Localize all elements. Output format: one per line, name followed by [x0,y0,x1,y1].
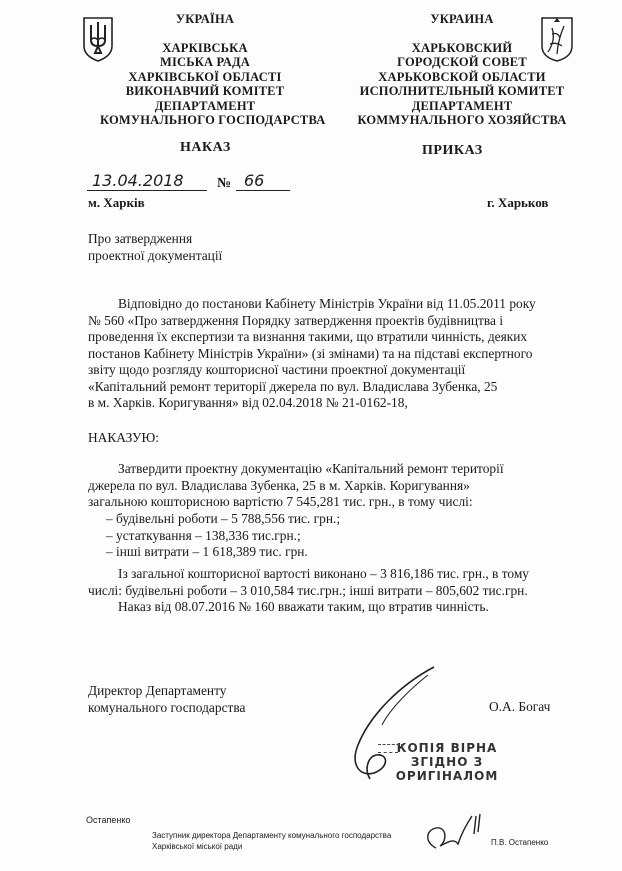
signer-title-line: Директор Департаменту [88,683,227,698]
signer-title [88,683,245,716]
preamble-line: постанов Кабінету Міністрів України» (зі змінами) та на підставі експертного [88,345,533,361]
number-label: № [217,176,232,191]
executor: Остапенко [86,815,131,825]
copy-stamp [392,741,502,783]
city-ua: м. Харків [88,195,145,210]
stamp-line: КОПІЯ ВІРНА [396,741,498,755]
certifier-title [152,830,391,852]
header-ru-line: ИСПОЛНИТЕЛЬНЫЙ КОМИТЕТ [359,84,565,98]
stamp-mark [378,744,404,745]
subject-line: проектної документації [88,247,223,263]
completed-line: числі: будівельні роботи – 3 010,584 тис.грн.; інші витрати – 805,602 тис.грн. [88,582,528,598]
header-ua-line: ВИКОНАВЧИЙ КОМІТЕТ [125,84,285,98]
city-ru: г. Харьков [487,195,549,210]
header-ua-line: МІСЬКА РАДА [159,55,251,69]
approve-line: Затвердити проектну документацію «Капітальний ремонт території [118,461,504,476]
header-ua-country: УКРАЇНА [175,12,235,26]
header-ua-line: КОМУНАЛЬНОГО ГОСПОДАРСТВА [100,113,326,127]
header-ru-country: УКРАИНА [430,12,494,26]
approve-line: загальною кошторисною вартістю 7 545,281 тис. грн., в тому числі: [88,494,473,509]
preamble-line: звіту щодо розгляду кошторисної частини проектної документації [88,362,466,377]
header-ru [352,12,572,128]
preamble-line: в м. Харків. Коригування» від 02.04.2018 № 21-0162-18, [88,395,408,410]
header-ru-line: ХАРЬКОВСКИЙ [411,40,513,55]
signer-title-line: комунального господарства [88,699,246,715]
preamble-line: «Капітальний ремонт території джерела по вул. Владислава Зубенка, 25 [88,378,498,394]
header-ua [100,12,326,128]
header-ru-line: ГОРОДСКОЙ СОВЕТ [397,55,527,69]
preamble-line: Відповідно до постанови Кабінету Міністрів України від 11.05.2011 року [118,296,536,311]
number-underline [236,190,290,191]
preamble-line: № 560 «Про затвердження Порядку затвердження проектів будівництва і [88,312,504,328]
completed-paragraph [88,566,572,616]
header-ua-line: ДЕПАРТАМЕНТ [154,98,256,113]
stamp-mark [378,752,398,753]
certifier-name: П.В. Остапенко [491,838,549,847]
header-ua-line: ХАРКІВСЬКА [162,40,248,55]
doc-type-ru: ПРИКАЗ [422,143,483,158]
approve-paragraph [88,461,572,511]
stamp-line: ОРИГІНАЛОМ [395,769,499,783]
preamble-line: проведення їх експертизи та визнання такими, що втратили чинність, деяких [88,329,528,344]
revoke-line: Наказ від 08.07.2016 № 160 вважати таким, що втратив чинність. [118,599,489,614]
stamp-line: ЗГІДНО З [410,755,484,769]
preamble [88,296,572,412]
completed-line: Із загальної кошторисної вартості виконано – 3 816,186 тис. грн., в тому [118,566,530,581]
cost-items [106,511,340,561]
subject-line: Про затвердження [88,231,193,246]
header-ru-line: ХАРЬКОВСКОЙ ОБЛАСТИ [378,69,546,84]
doc-type-ua: НАКАЗ [180,140,231,155]
header-ua-line: ХАРКІВСЬКОЇ ОБЛАСТІ [128,69,282,84]
list-item: – будівельні роботи – 5 788,556 тис. грн.; [106,511,341,526]
doc-date: 13.04.2018 [92,171,184,190]
header-ru-line: ДЕПАРТАМЕНТ [411,98,513,113]
certifier-title-line: Заступник директора Департаменту комунального господарства [152,831,392,840]
signer-name: О.А. Богач [489,699,551,714]
approve-line: джерела по вул. Владислава Зубенка, 25 в м. Харків. Коригування» [88,477,470,493]
doc-number: 66 [244,171,265,190]
list-item: – інші витрати – 1 618,389 тис. грн. [106,544,308,559]
header-ru-line: КОММУНАЛЬНОГО ХОЗЯЙСТВА [357,113,567,127]
subject [88,231,222,264]
list-item: – устаткування – 138,336 тис.грн.; [106,527,301,543]
certifier-signature-icon [418,812,488,854]
date-underline [87,190,207,191]
certifier-title-line: Харківської міської ради [152,842,243,851]
order-word: НАКАЗУЮ: [88,430,159,445]
